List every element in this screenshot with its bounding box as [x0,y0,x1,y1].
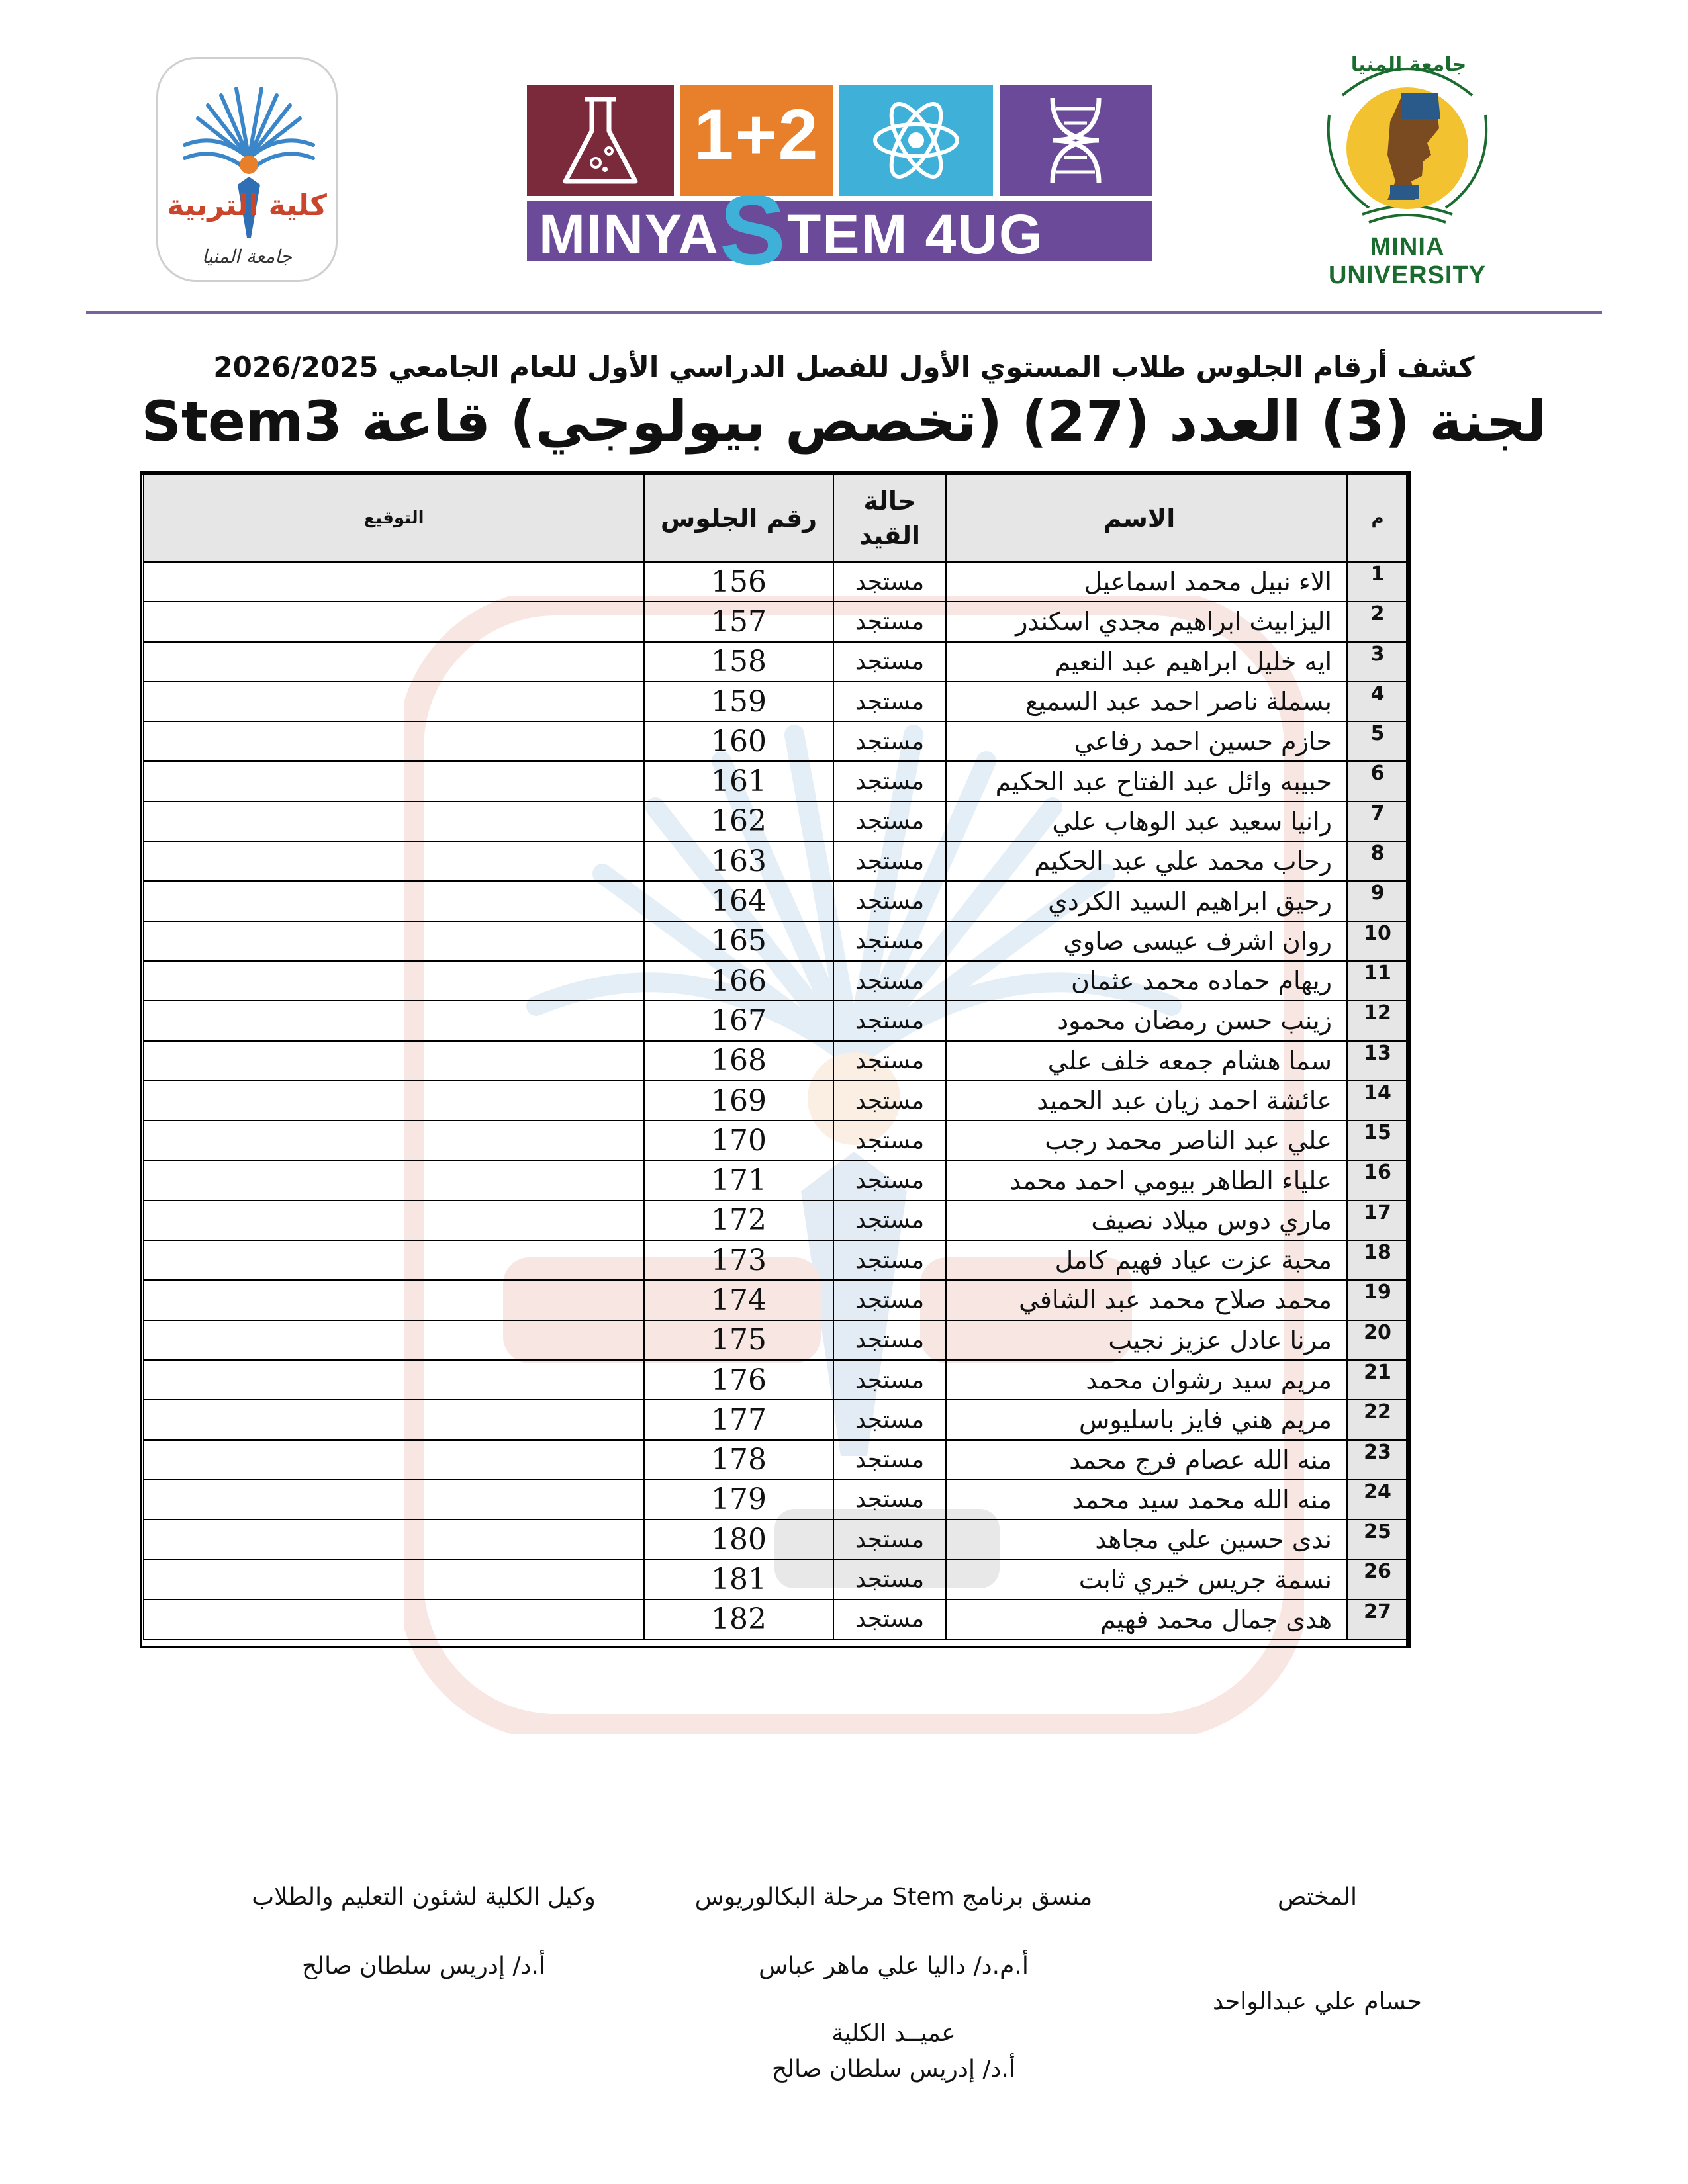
seat-number: 178 [644,1440,833,1480]
table-row [144,921,1408,961]
enrollment-status: مستجد [833,562,946,602]
seat-number: 181 [644,1559,833,1599]
table-row [144,1120,1408,1160]
enrollment-status: مستجد [833,1120,946,1160]
student-name: روان اشرف عيسى صاوي [946,921,1347,961]
table-row [144,1559,1408,1599]
table-row [144,1240,1408,1280]
seat-number: 168 [644,1041,833,1081]
header-seat-number: رقم الجلوس [644,475,833,562]
table-row [144,721,1408,761]
table-row [144,1480,1408,1520]
table-row [144,961,1408,1001]
stem-word-prefix: MINYA [539,203,720,265]
enrollment-status: مستجد [833,1041,946,1081]
row-index: 27 [1347,1600,1408,1639]
student-name: رانيا سعيد عبد الوهاب علي [946,801,1347,841]
student-name: نسمة جريس خيري ثابت [946,1559,1347,1599]
signature-cell [144,1520,644,1559]
signature-cell [144,1240,644,1280]
signature-cell [144,1320,644,1360]
seat-number: 159 [644,682,833,721]
seat-number: 174 [644,1280,833,1320]
seat-number: 158 [644,642,833,682]
minia-university-logo [1303,49,1512,289]
atom-icon [839,85,993,196]
table-row [144,1520,1408,1559]
row-index: 17 [1347,1201,1408,1240]
student-name: اليزابيث ابراهيم مجدي اسكندر [946,602,1347,641]
table-row [144,881,1408,921]
nefertiti-seal-icon [1303,49,1512,234]
seat-number: 169 [644,1081,833,1120]
seat-number: 160 [644,721,833,761]
enrollment-status: مستجد [833,1320,946,1360]
signature-cell [144,1440,644,1480]
enrollment-status: مستجد [833,1440,946,1480]
enrollment-status: مستجد [833,761,946,801]
row-index: 23 [1347,1440,1408,1480]
table-header-row [144,475,1408,562]
enrollment-status: مستجد [833,1160,946,1200]
specialist-title: المختص [1278,1884,1357,1911]
row-index: 13 [1347,1041,1408,1081]
enrollment-status: مستجد [833,1520,946,1559]
row-index: 8 [1347,841,1408,881]
signature-cell [144,682,644,721]
table-row [144,1360,1408,1400]
enrollment-status: مستجد [833,682,946,721]
table-row [144,1041,1408,1081]
table-header [144,475,1408,562]
signature-cell [144,1360,644,1400]
enrollment-status: مستجد [833,1201,946,1240]
enrollment-status: مستجد [833,881,946,921]
signature-cell [144,721,644,761]
signature-cell [144,841,644,881]
seating-table [143,474,1409,1640]
stem-word-s: S [719,174,788,285]
signature-cell [144,1081,644,1120]
row-index: 22 [1347,1400,1408,1439]
table-body [144,562,1408,1639]
faculty-logo-subtext: جامعة المنيا [201,246,293,267]
seat-number: 177 [644,1400,833,1439]
dna-tile [1000,85,1152,196]
student-name: هدى جمال محمد فهيم [946,1600,1347,1639]
table-row [144,1081,1408,1120]
enrollment-status: مستجد [833,1360,946,1400]
faculty-logo [156,57,338,282]
student-name: منه الله عصام فرج محمد [946,1440,1347,1480]
row-index: 2 [1347,602,1408,641]
row-index: 3 [1347,642,1408,682]
row-index: 5 [1347,721,1408,761]
seat-number: 166 [644,961,833,1001]
seat-number: 167 [644,1001,833,1040]
student-name: علياء الطاهر بيومي احمد محمد [946,1160,1347,1200]
header-name: الاسم [946,475,1347,562]
student-name: الاء نبيل محمد اسماعيل [946,562,1347,602]
seat-number: 157 [644,602,833,641]
enrollment-status: مستجد [833,1480,946,1520]
seat-number: 176 [644,1360,833,1400]
table-row [144,1160,1408,1200]
enrollment-status: مستجد [833,921,946,961]
signature-cell [144,562,644,602]
enrollment-status: مستجد [833,961,946,1001]
enrollment-status: مستجد [833,1559,946,1599]
student-name: ماري دوس ميلاد نصيف [946,1201,1347,1240]
enrollment-status: مستجد [833,841,946,881]
header-signature: التوقيع [144,475,644,562]
student-name: رحيق ابراهيم السيد الكردي [946,881,1347,921]
student-name: مريم هني فايز باسليوس [946,1400,1347,1439]
signature-cell [144,1559,644,1599]
seat-number: 180 [644,1520,833,1559]
signature-cell [144,761,644,801]
faculty-logo-text: كلية التربية [167,189,327,222]
vice-dean-name: أ.د/ إدريس سلطان صالح [301,1952,546,1979]
table-row [144,1280,1408,1320]
signature-cell [144,1041,644,1081]
header-index: م [1347,475,1408,562]
enrollment-status: مستجد [833,1600,946,1639]
student-name: ايه خليل ابراهيم عبد النعيم [946,642,1347,682]
row-index: 10 [1347,921,1408,961]
signature-cell [144,602,644,641]
signature-cell [144,1001,644,1040]
signature-cell [144,1400,644,1439]
enrollment-status: مستجد [833,1081,946,1120]
row-index: 18 [1347,1240,1408,1280]
enrollment-status: مستجد [833,602,946,641]
enrollment-status: مستجد [833,801,946,841]
vice-dean-title: وكيل الكلية لشئون التعليم والطلاب [252,1884,596,1911]
row-index: 15 [1347,1120,1408,1160]
table-row [144,841,1408,881]
stem-wordmark [539,174,1044,285]
row-index: 25 [1347,1520,1408,1559]
signature-cell [144,1280,644,1320]
stem-word-suffix: TEM 4UG [787,203,1044,265]
table-row [144,562,1408,602]
student-name: عائشة احمد زيان عبد الحميد [946,1081,1347,1120]
student-name: ريهام حماده محمد عثمان [946,961,1347,1001]
atom-tile [839,85,993,196]
signature-cell [144,881,644,921]
coordinator-title: منسق برنامج Stem مرحلة البكالوريوس [694,1884,1093,1911]
row-index: 1 [1347,562,1408,602]
seat-number: 172 [644,1201,833,1240]
specialist-name: حسام علي عبدالواحد [1213,1988,1422,2015]
enrollment-status: مستجد [833,1280,946,1320]
seat-number: 175 [644,1320,833,1360]
university-arabic-name: جامعة المنيا [1350,53,1467,76]
seat-number: 162 [644,801,833,841]
table-row [144,801,1408,841]
table-row [144,1600,1408,1639]
student-name: رحاب محمد علي عبد الحكيم [946,841,1347,881]
row-index: 16 [1347,1160,1408,1200]
signature-cell [144,1160,644,1200]
student-name: زينب حسن رمضان محمود [946,1001,1347,1040]
seat-number: 179 [644,1480,833,1520]
signature-cell [144,1201,644,1240]
table-row [144,1201,1408,1240]
enrollment-status: مستجد [833,721,946,761]
signature-cell [144,921,644,961]
signature-cell [144,1480,644,1520]
university-english-name: MINIA UNIVERSITY [1328,233,1487,289]
seat-number: 171 [644,1160,833,1200]
row-index: 11 [1347,961,1408,1001]
signature-cell [144,801,644,841]
header-divider [86,311,1602,314]
flask-tile [527,85,674,196]
student-name: بسملة ناصر احمد عبد السميع [946,682,1347,721]
student-name: منه الله محمد سيد محمد [946,1480,1347,1520]
stem-banner-logo [527,85,1152,285]
row-index: 6 [1347,761,1408,801]
dna-icon [1000,85,1152,196]
row-index: 4 [1347,682,1408,721]
signature-cell [144,961,644,1001]
student-name: مرنا عادل عزيز نجيب [946,1320,1347,1360]
row-index: 26 [1347,1559,1408,1599]
row-index: 24 [1347,1480,1408,1520]
table-row [144,1400,1408,1439]
seat-number: 161 [644,761,833,801]
row-index: 7 [1347,801,1408,841]
seat-number: 156 [644,562,833,602]
seat-number: 164 [644,881,833,921]
stem-numbers: 1+2 [694,94,820,174]
student-name: ندى حسين علي مجاهد [946,1520,1347,1559]
table-row [144,761,1408,801]
row-index: 21 [1347,1360,1408,1400]
seat-number: 163 [644,841,833,881]
table-row [144,1001,1408,1040]
seat-number: 182 [644,1600,833,1639]
student-name: مريم سيد رشوان محمد [946,1360,1347,1400]
student-name: علي عبد الناصر محمد رجب [946,1120,1347,1160]
signature-cell [144,1600,644,1639]
enrollment-status: مستجد [833,642,946,682]
row-index: 19 [1347,1280,1408,1320]
enrollment-status: مستجد [833,1240,946,1280]
table-row [144,682,1408,721]
header-status: حالة القيد [833,475,946,562]
student-name: سما هشام جمعه خلف علي [946,1041,1347,1081]
seat-number: 165 [644,921,833,961]
table-row [144,1440,1408,1480]
enrollment-status: مستجد [833,1400,946,1439]
document-title: لجنة (3) العدد (27) (تخصص بيولوجي) قاعة Stem3 [141,389,1547,454]
row-index: 20 [1347,1320,1408,1360]
row-index: 9 [1347,881,1408,921]
dean-name: أ.د/ إدريس سلطان صالح [771,2056,1016,2083]
table-row [144,1320,1408,1360]
flask-icon [527,85,674,196]
table-row [144,642,1408,682]
student-name: حبيبه وائل عبد الفتاح عبد الحكيم [946,761,1347,801]
document-subtitle: كشف أرقام الجلوس طلاب المستوي الأول للفصل الدراسي الأول للعام الجامعي 2026/2025 [213,351,1475,383]
enrollment-status: مستجد [833,1001,946,1040]
signature-cell [144,642,644,682]
student-name: محمد صلاح محمد عبد الشافي [946,1280,1347,1320]
row-index: 12 [1347,1001,1408,1040]
coordinator-name: أ.م.د/ داليا علي ماهر عباس [759,1952,1029,1979]
dean-title: عميــد الكلية [831,2020,956,2047]
student-name: حازم حسين احمد رفاعي [946,721,1347,761]
seat-number: 173 [644,1240,833,1280]
row-index: 14 [1347,1081,1408,1120]
signature-cell [144,1120,644,1160]
student-name: محبة عزت عياد فهيم كامل [946,1240,1347,1280]
table-row [144,602,1408,641]
seat-number: 170 [644,1120,833,1160]
